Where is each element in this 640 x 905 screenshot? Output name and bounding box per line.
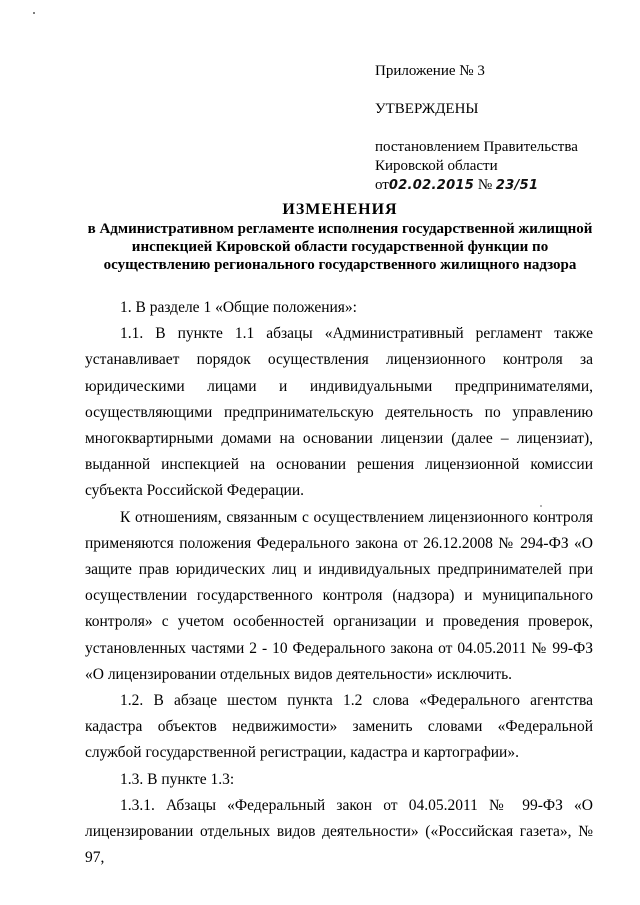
decree-line-1: постановлением Правительства [375,139,578,155]
paragraph: К отношениям, связанным с осуществлением лицензионного контроля применяются положения Федерального закона от 26.12.2008 № 294-ФЗ «О защите прав юридических лиц и индивидуальных предпринимателей при осуществлении государственного контроля (надзора) и муниципального контроля» с учетом особенностей организации и проведения проверок, установленных частями 2 - 10 Федерального закона от 04.05.2011 № 99-ФЗ «О лицензировании отдельных видов деятельности» исключить. [85,508,593,683]
approval-stamp-block [375,62,625,195]
paragraph: 1.1. В пункте 1.1 абзацы «Административный регламент также устанавливает порядок осуществления лицензионного контроля за юридическими лицами и индивидуальными предпринимателями, осуществляющими предпринимательскую деятельность по управлению многоквартирными домами на основании лицензии (далее – лицензиат), выданной инспекцией на основании решения лицензионной комиссии субъекта Российской Федерации. [85,325,593,500]
document-title: ИЗМЕНЕНИЯ [282,201,398,218]
paragraph: 1.3. В пункте 1.3: [120,770,235,788]
document-body [85,295,593,871]
decree-date-line [375,176,625,195]
scan-speck [33,12,35,14]
title-line-2: инспекцией Кировской области государственной функции по [131,239,549,255]
title-line-3: осуществлению регионального государственного жилищного надзора [103,257,577,273]
date-prefix: от [375,177,389,193]
document-title-block [60,200,620,274]
paragraph: 1. В разделе 1 «Общие положения»: [120,299,357,316]
handwritten-number: 23/51 [495,178,539,193]
title-line-1: в Административном регламенте исполнения государственной жилищной [87,221,593,237]
number-prefix: № [474,177,496,193]
approved-label: УТВЕРЖДЕНЫ [375,101,479,117]
appendix-label: Приложение № 3 [375,63,485,79]
paragraph: 1.3.1. Абзацы «Федеральный закон от 04.05.2011 № 99-ФЗ «О лицензировании отдельных видов деятельности» («Российская газета», № 97, [85,796,593,867]
decree-line-2: Кировской области [375,158,498,174]
handwritten-date: 02.02.2015 [388,178,475,193]
paragraph: 1.2. В абзаце шестом пункта 1.2 слова «Федерального агентства кадастра объектов недвижимости» заменить словами «Федеральной службой государственной регистрации, кадастра и картографии». [85,692,593,762]
